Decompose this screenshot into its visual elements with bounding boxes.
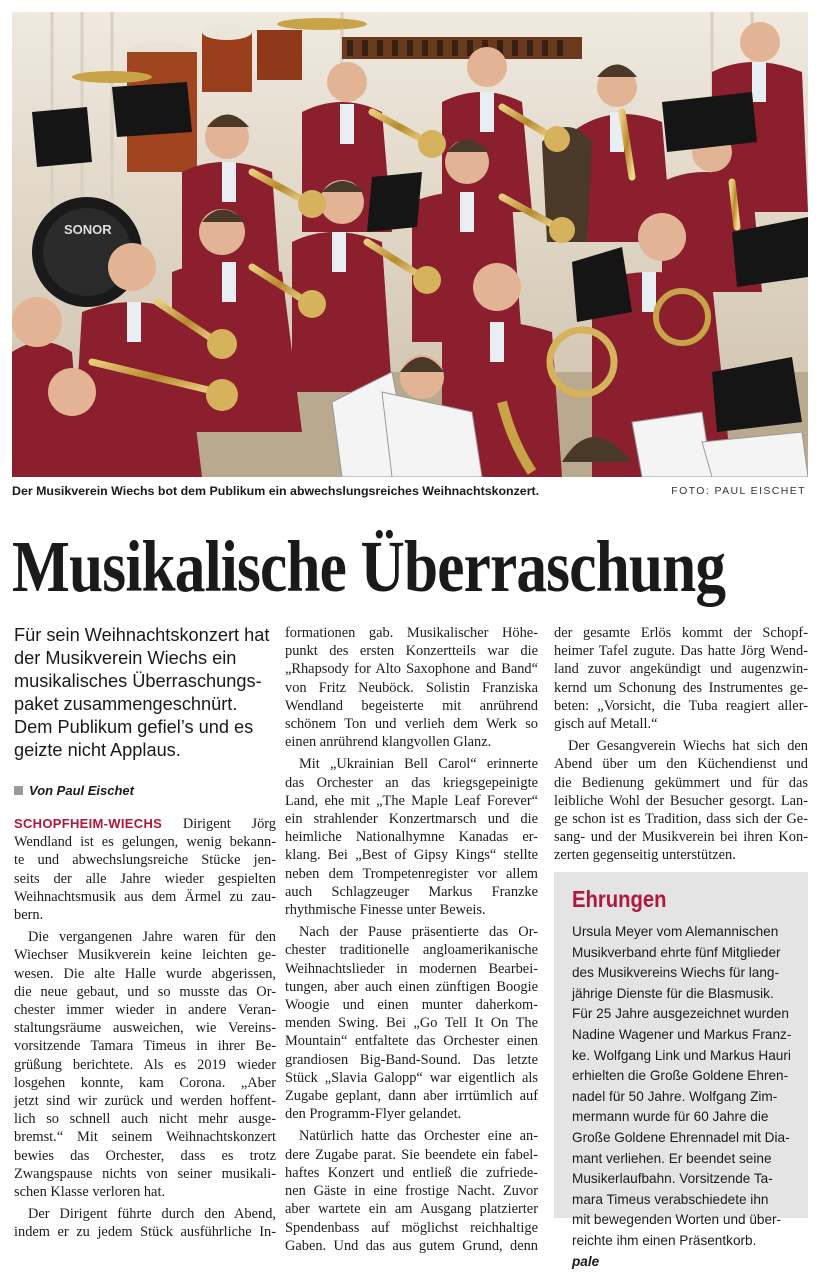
text-line: heimer Tafel zugute. Das hatte Jörg Wend- (554, 642, 808, 660)
paragraph (285, 1127, 538, 1254)
box-line: mermann wurde für 60 Jahre die (572, 1107, 804, 1128)
lead-line: der Musikverein Wiechs ein (14, 647, 276, 670)
text-line: zerten gegenseitig unterstützen. (554, 846, 808, 864)
text-line: chester immer wieder in andere Veran- (14, 1001, 276, 1019)
paragraph (14, 1205, 276, 1241)
lead-line: Für sein Weihnachtskonzert hat (14, 624, 276, 647)
text-line: menden Swing. Bei „Go Tell It On The (285, 1014, 538, 1032)
text-line: nen Gäste in eine frostige Nacht. Zuvor (285, 1182, 538, 1200)
text-line: chester traditionelle angloamerikanische (285, 941, 538, 959)
text-line: Woogie und einen munter daherkom- (285, 996, 538, 1014)
photo-credit: FOTO: PAUL EISCHET (671, 485, 806, 497)
box-line: ke. Wolfgang Link und Markus Hauri (572, 1046, 804, 1067)
text-line (14, 815, 276, 833)
text-line: sang- und der Musikverein bei ihren Kon- (554, 828, 808, 846)
text-line: ge schon ist es Tradition, dass sich der Ge- (554, 810, 808, 828)
box-line: erhielten die Große Goldene Ehren- (572, 1066, 804, 1087)
text-line: wesen. Die alte Halle wurde abgerissen, (14, 965, 276, 983)
article-column-2 (285, 624, 538, 1255)
box-title: Ehrungen (572, 886, 666, 913)
text-line: Wendland ist es gelungen, wenig bekann- (14, 833, 276, 851)
orchestra-photo (12, 12, 808, 477)
text-line: von Fritz Neuböck. Solistin Franziska (285, 679, 538, 697)
text-line: Abend über um den Küchendienst und (554, 755, 808, 773)
author-name: Von Paul Eischet (29, 783, 134, 798)
text-line: Der Dirigent führte durch den Abend, (14, 1205, 276, 1223)
paragraph (554, 737, 808, 864)
lead-line: musikalisches Überraschungs- (14, 670, 276, 693)
box-line: mara Timeus verabschiedete ihn (572, 1190, 804, 1211)
text-line: gisch auf Metall.“ (554, 715, 808, 733)
text-line: auch Schlagzeuger Markus Franzke (285, 883, 538, 901)
text-line: schönem Ton und verlieh dem Werk so (285, 715, 538, 733)
text-line: grüßung berichtete. Als es 2019 wieder (14, 1056, 276, 1074)
article-headline: Musikalische Überraschung (12, 522, 681, 612)
article-column-1 (14, 815, 276, 1242)
text-line: Die vergangenen Jahre waren für den (14, 928, 276, 946)
text-line: bewies das Orchester, dass es trotz (14, 1147, 276, 1165)
text-line: die neue gebaut, und so musste das Or- (14, 983, 276, 1001)
box-line: Große Goldene Ehrennadel mit Dia- (572, 1128, 804, 1149)
box-line: mit bewegenden Worten und über- (572, 1210, 804, 1231)
text-line: einen anrührend klangvollen Glanz. (285, 733, 538, 751)
text-line: Spendenbass auf möglichst reichhaltige (285, 1219, 538, 1237)
caption-text: Der Musikverein Wiechs bot dem Publikum ein abwechslungsreiches Weihnachtskonzert. (12, 484, 539, 498)
photo-caption (12, 484, 808, 502)
text-line: rhythmische Finesse unter Beweis. (285, 901, 538, 919)
text-line: punkt des ersten Konzertteils war die (285, 642, 538, 660)
box-line: jährige Dienste für die Blasmusik. (572, 984, 804, 1005)
text-line: seits der alle Jahre wieder gespielten (14, 870, 276, 888)
text-line: heimliche Nationalhymne Kanadas er- (285, 828, 538, 846)
text-line: das Orchester an das kriegsgepeinigte (285, 774, 538, 792)
text-line: land zuvor angekündigt und augenzwin- (554, 660, 808, 678)
box-line-last (572, 1231, 804, 1272)
text-line: Stück „Slavia Galopp“ war eigentlich als (285, 1069, 538, 1087)
paragraph (14, 928, 276, 1201)
text-line: tungen, aber auch einen zünftigen Boogie (285, 978, 538, 996)
text-line: Zugabe geplant, dann aber irrtümlich auf (285, 1087, 538, 1105)
text-line: der gesamte Erlös kommt der Schopf- (554, 624, 808, 642)
box-line: des Musikvereins Wiechs für lang- (572, 963, 804, 984)
text-line: dere Zugabe parat. Sie beendete ein fabel- (285, 1146, 538, 1164)
byline-square-icon (14, 786, 23, 795)
orchestra-illustration (12, 12, 808, 477)
box-line: nadel für 50 Jahre. Wolfgang Zim- (572, 1087, 804, 1108)
text-line: Zwangspause nichts von seiner musikali- (14, 1165, 276, 1183)
text-line: bremst.“ Mit seinem Weihnachtskonzert (14, 1128, 276, 1146)
text-line: lich so schnell auch nicht mehr ausge- (14, 1110, 276, 1128)
box-line: Ursula Meyer vom Alemannischen (572, 922, 804, 943)
author-byline (14, 783, 276, 798)
box-signature: pale (572, 1252, 804, 1272)
text-line: Wendland begeisterte mit anrührend (285, 697, 538, 715)
paragraph (285, 923, 538, 1123)
text-line: vorsitzende Tamara Timeus in ihrer Be- (14, 1037, 276, 1055)
text-line: jetzt sind wir zurück und werden hoffent- (14, 1092, 276, 1110)
article-lead (14, 624, 276, 762)
lead-line: Dem Publikum gefiel’s und es (14, 716, 276, 739)
text-line: Der Gesangverein Wiechs hat sich den (554, 737, 808, 755)
text-line: Mountain“ entfaltete das Orchester einen (285, 1032, 538, 1050)
box-line: Musikverband ehrte fünf Mitglieder (572, 943, 804, 964)
text-line: Land, ehe mit „The Maple Leaf Forever“ (285, 792, 538, 810)
box-line: Für 25 Jahre ausgezeichnet wurden (572, 1004, 804, 1025)
lead-line: geizte nicht Applaus. (14, 739, 276, 762)
ehrungen-box (554, 872, 808, 1218)
dateline: SCHOPFHEIM-WIECHS (14, 816, 162, 831)
text-line: Nach der Pause präsentierte das Or- (285, 923, 538, 941)
box-line: Musikerlaufbahn. Vorsitzende Ta- (572, 1169, 804, 1190)
text-line: bern. (14, 906, 276, 924)
paragraph (554, 624, 808, 733)
text-line: Natürlich hatte das Orchester eine an- (285, 1127, 538, 1145)
text-fragment: Dirigent Jörg (183, 816, 276, 832)
paragraph (14, 815, 276, 924)
text-line: Weihnachtslieder in modernen Bearbei- (285, 960, 538, 978)
text-line: staltungsräume ausweichen, wie Vereins- (14, 1019, 276, 1037)
box-line-text: reichte ihm einen Präsentkorb. (572, 1231, 804, 1252)
svg-text:SONOR: SONOR (64, 222, 112, 237)
paragraph (285, 755, 538, 919)
paragraph (285, 624, 538, 751)
text-line: den Programm-Flyer gelandet. (285, 1105, 538, 1123)
text-line: beten: „Vorsicht, die Tuba reagiert aller- (554, 697, 808, 715)
text-line: grandiosen Big-Band-Sound. Das letzte (285, 1051, 538, 1069)
box-line: Nadine Wagener und Markus Franz- (572, 1025, 804, 1046)
text-line: ein strahlender Konzertmarsch und die (285, 810, 538, 828)
article-column-3 (554, 624, 808, 865)
box-line: mant verliehen. Er beendet seine (572, 1149, 804, 1170)
box-text (572, 922, 804, 1272)
lead-line: paket zusammengeschnürt. (14, 693, 276, 716)
text-line: leibliche Wohl der Besucher gesorgt. Lan- (554, 792, 808, 810)
text-line: formationen gab. Musikalischer Höhe- (285, 624, 538, 642)
text-line: Gaben. Und das aus gutem Grund, denn (285, 1237, 538, 1255)
text-line: schen Klasse verloren hat. (14, 1183, 276, 1201)
text-line: Mit „Ukrainian Bell Carol“ erinnerte (285, 755, 538, 773)
text-line: indem er zu jedem Stück ausführliche In- (14, 1223, 276, 1241)
text-line: Wiechser Musikverein keine leichten ge- (14, 946, 276, 964)
text-line: haftes Konzert und entließ die zufriede- (285, 1164, 538, 1182)
text-line: kernd um Schonung des Instrumentes ge- (554, 679, 808, 697)
text-line: neben dem Trompetenregister vor allem (285, 865, 538, 883)
text-line: „Rhapsody for Alto Saxophone and Band“ (285, 660, 538, 678)
text-line: klang. Bei „Best of Gipsy Kings“ stellte (285, 846, 538, 864)
text-line: losgehen konnte, kam Corona. „Aber (14, 1074, 276, 1092)
text-line: die Bedienung gekümmert und für das (554, 774, 808, 792)
text-line: aber wartete ein am Ausgang platzierter (285, 1200, 538, 1218)
text-line: Weihnachtsmusik aus dem Ärmel zu zau- (14, 888, 276, 906)
text-line: te und abwechslungsreiche Stücke jen- (14, 851, 276, 869)
